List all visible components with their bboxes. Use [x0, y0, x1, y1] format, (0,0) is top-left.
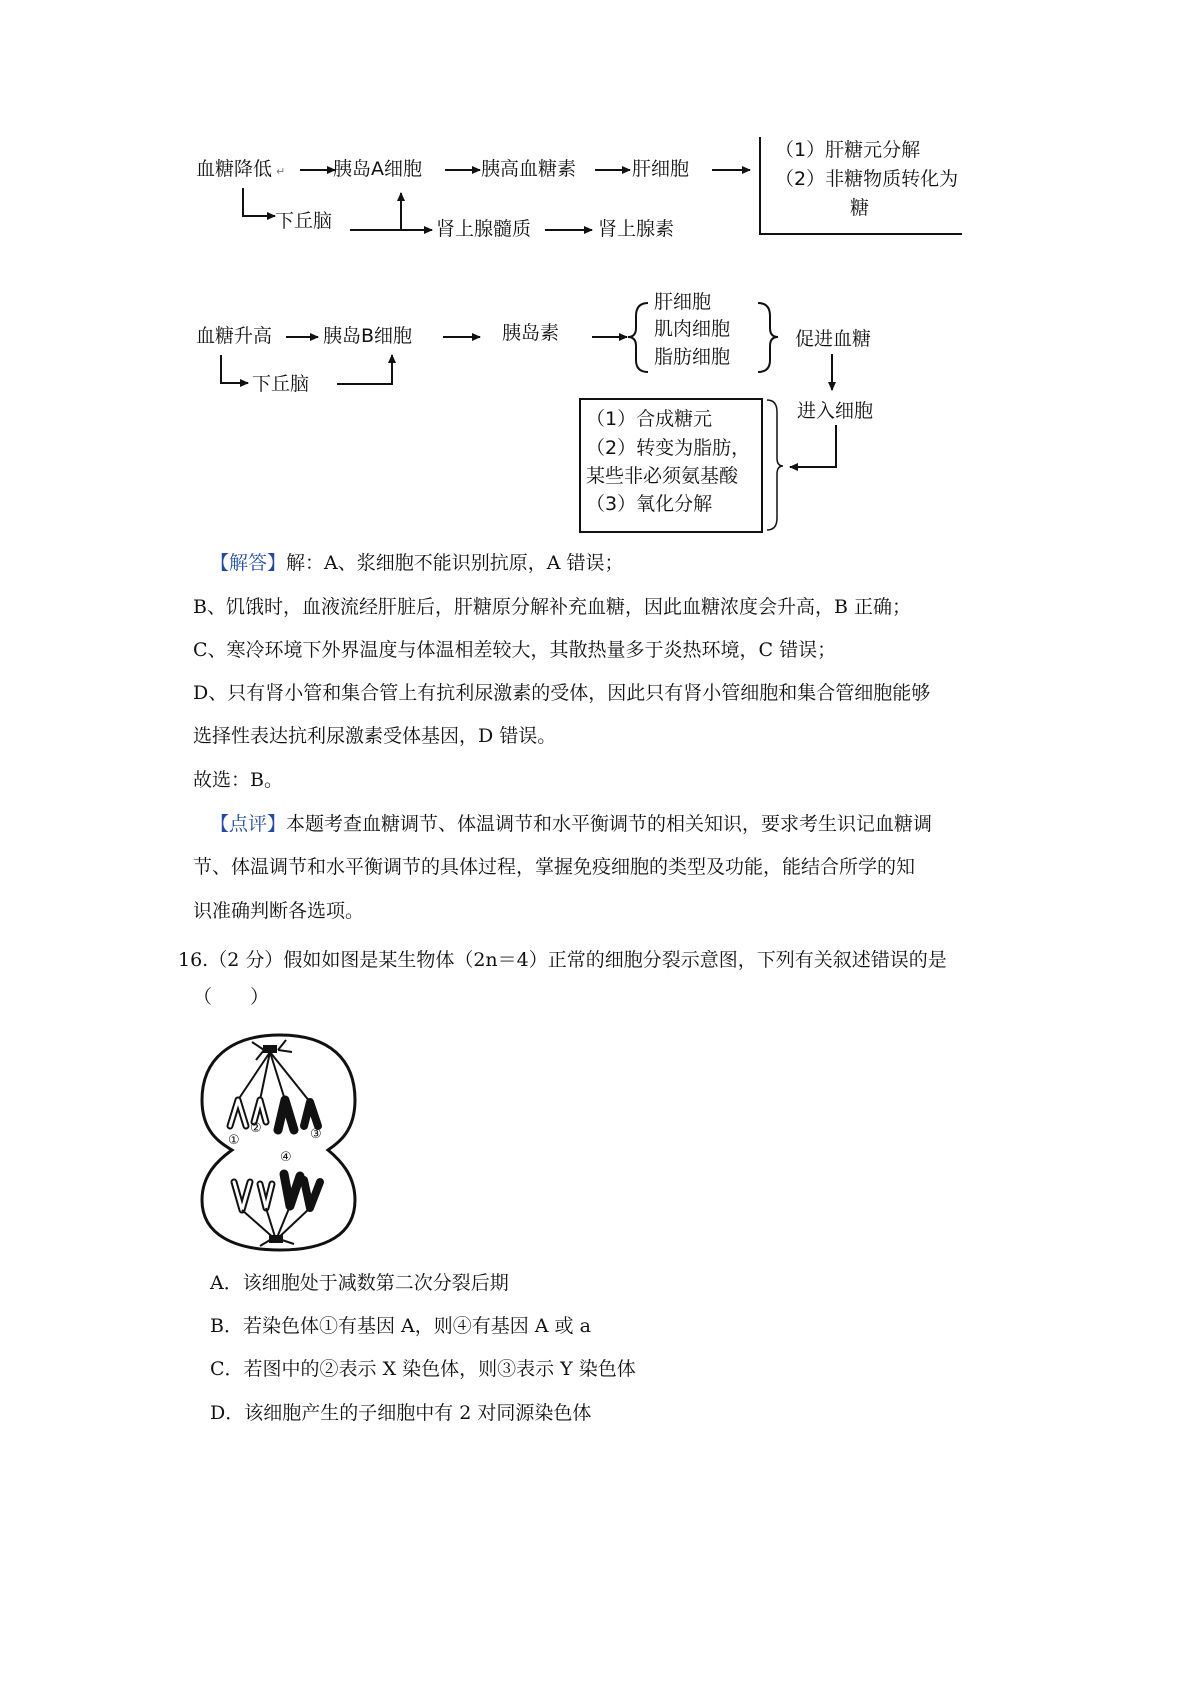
node-insulin: 胰岛素: [502, 322, 560, 344]
option-b: B．若染色体①有基因 A，则④有基因 A 或 a: [210, 1315, 591, 1337]
comment-text-1: 本题考查血糖调节、体温调节和水平衡调节的相关知识，要求考生识记血糖调: [286, 813, 933, 835]
answer-tag: 【解答】: [210, 552, 287, 574]
comment-line-2: 节、体温调节和水平衡调节的具体过程，掌握免疫细胞的类型及功能，能结合所学的知: [193, 856, 916, 878]
node-adrenaline: 肾上腺素: [598, 218, 675, 240]
answer-paren: （ ）: [193, 986, 270, 1008]
node-hypothalamus-2: 下丘脑: [252, 373, 310, 395]
node-glucose-high: 血糖升高: [196, 325, 273, 347]
answer-line-1: [210, 554, 624, 573]
label-4: ④: [280, 1150, 292, 1165]
label-3: ③: [310, 1127, 322, 1142]
node-enter-cell: 进入细胞: [797, 400, 874, 422]
option-a: A．该细胞处于减数第二次分裂后期: [210, 1272, 509, 1294]
node-liver-cell: 肝细胞: [632, 158, 690, 180]
node-glucose-low: 血糖降低: [196, 158, 273, 180]
node-hypothalamus-1: 下丘脑: [275, 210, 333, 232]
node-islet-b-cell: 胰岛B细胞: [323, 325, 413, 347]
comment-line-1: [210, 815, 932, 834]
comment-tag: 【点评】: [210, 813, 287, 835]
box2-line1: （1）合成糖元: [586, 408, 713, 430]
option-d: D．该细胞产生的子细胞中有 2 对同源染色体: [210, 1402, 592, 1424]
option-c: C．若图中的②表示 X 染色体，则③表示 Y 染色体: [210, 1358, 636, 1380]
answer-line-5: 选择性表达抗利尿激素受体基因，D 错误。: [193, 725, 557, 747]
cell-division-figure: [190, 1030, 370, 1255]
target-fat: 脂肪细胞: [654, 346, 731, 368]
comment-line-3: 识准确判断各选项。: [193, 900, 365, 922]
return-mark: ↵: [276, 165, 286, 178]
question-stem: [178, 945, 947, 972]
question-number: 16.: [178, 949, 209, 971]
node-adrenal-medulla: 肾上腺髓质: [436, 218, 532, 240]
label-1: ①: [228, 1133, 240, 1148]
box2-line2: （2）转变为脂肪，: [586, 437, 751, 459]
box2-line4: （3）氧化分解: [586, 493, 713, 515]
box2-line3: 某些非必须氨基酸: [586, 465, 739, 487]
node-glucagon: 胰高血糖素: [481, 158, 577, 180]
node-promote: 促进血糖: [795, 328, 872, 350]
label-2: ②: [250, 1121, 262, 1136]
answer-text-1: 解：A、浆细胞不能识别抗原，A 错误；: [286, 552, 624, 574]
question-stem-text: （2 分）假如如图是某生物体（2n＝4）正常的细胞分裂示意图，下列有关叙述错误的是: [208, 949, 947, 971]
node-islet-a-cell: 胰岛A细胞: [333, 158, 422, 180]
answer-line-2: B、饥饿时，血液流经肝脏后，肝糖原分解补充血糖，因此血糖浓度会升高，B 正确；: [193, 596, 911, 618]
box1-line3: 糖: [850, 197, 870, 219]
box1-line2: （2）非糖物质转化为: [775, 168, 959, 190]
answer-line-6: 故选：B。: [193, 769, 283, 791]
target-liver: 肝细胞: [654, 291, 712, 313]
answer-line-4: D、只有肾小管和集合管上有抗利尿激素的受体，因此只有肾小管细胞和集合管细胞能够: [193, 682, 931, 704]
box1-line1: （1）肝糖元分解: [775, 139, 921, 161]
answer-line-3: C、寒冷环境下外界温度与体温相差较大，其散热量多于炎热环境，C 错误；: [193, 639, 837, 661]
target-muscle: 肌肉细胞: [654, 318, 731, 340]
